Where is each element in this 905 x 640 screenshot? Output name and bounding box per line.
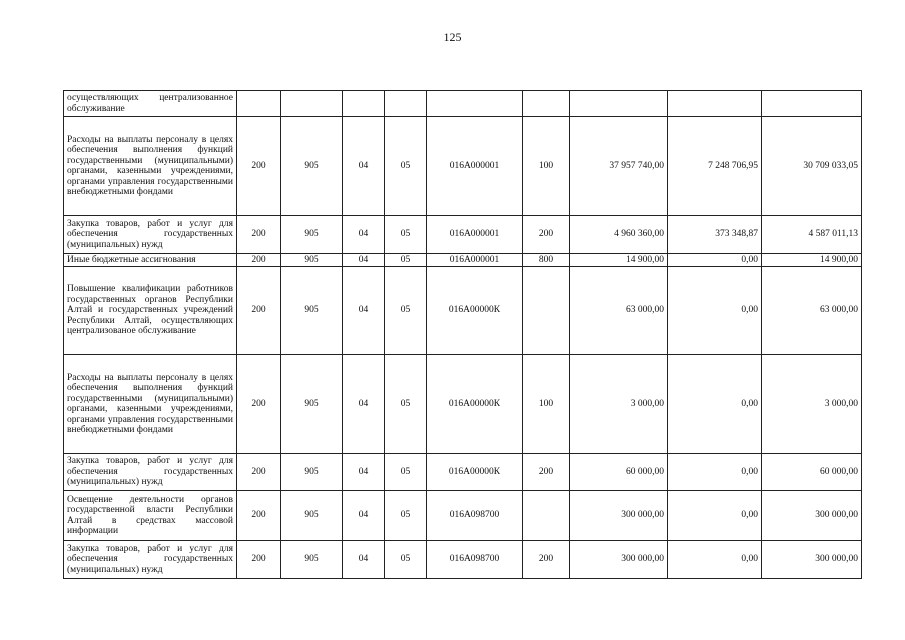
- amount-cell: 300 000,00: [762, 491, 862, 541]
- code-cell: 016А000001: [427, 254, 523, 267]
- code-cell: [523, 491, 570, 541]
- code-cell: [427, 91, 523, 117]
- code-cell: 04: [343, 355, 385, 454]
- row-name: Закупка товаров, работ и услуг для обеспечения государственных (муниципальных) нужд: [64, 454, 237, 491]
- code-cell: 200: [237, 541, 281, 579]
- code-cell: 04: [343, 454, 385, 491]
- row-name: Иные бюджетные ассигнования: [64, 254, 237, 267]
- code-cell: 05: [385, 117, 427, 216]
- amount-cell: 30 709 033,05: [762, 117, 862, 216]
- row-name: осуществляющих централизованное обслуживание: [64, 91, 237, 117]
- amount-cell: [668, 91, 762, 117]
- amount-cell: 0,00: [668, 541, 762, 579]
- code-cell: [281, 91, 343, 117]
- code-cell: 200: [237, 454, 281, 491]
- code-cell: 200: [237, 254, 281, 267]
- budget-table: [63, 90, 862, 579]
- code-cell: [343, 91, 385, 117]
- code-cell: 905: [281, 216, 343, 254]
- amount-cell: 0,00: [668, 454, 762, 491]
- code-cell: 200: [237, 267, 281, 355]
- amount-cell: 3 000,00: [570, 355, 668, 454]
- code-cell: 016А098700: [427, 541, 523, 579]
- code-cell: 016А00000К: [427, 355, 523, 454]
- table-row: [64, 355, 862, 454]
- code-cell: 04: [343, 117, 385, 216]
- amount-cell: 60 000,00: [570, 454, 668, 491]
- amount-cell: 300 000,00: [762, 541, 862, 579]
- code-cell: [523, 267, 570, 355]
- table-row: [64, 216, 862, 254]
- code-cell: 905: [281, 355, 343, 454]
- row-name: Повышение квалификации работников государственных органов Республики Алтай и государственных учреждений Республики Алтай, осуществляющих централизованое обслуживание: [64, 267, 237, 355]
- amount-cell: 37 957 740,00: [570, 117, 668, 216]
- code-cell: 04: [343, 216, 385, 254]
- code-cell: 200: [523, 454, 570, 491]
- amount-cell: 63 000,00: [570, 267, 668, 355]
- code-cell: 100: [523, 355, 570, 454]
- amount-cell: 0,00: [668, 254, 762, 267]
- row-name: Расходы на выплаты персоналу в целях обеспечения выполнения функций государственными (муниципальными) органами, казенными учреждениями, органами управления государственными внебюджетными фондами: [64, 355, 237, 454]
- code-cell: 04: [343, 491, 385, 541]
- code-cell: 800: [523, 254, 570, 267]
- code-cell: 04: [343, 267, 385, 355]
- code-cell: 05: [385, 267, 427, 355]
- table-row: [64, 91, 862, 117]
- amount-cell: 373 348,87: [668, 216, 762, 254]
- code-cell: 905: [281, 454, 343, 491]
- row-name: Освещение деятельности органов государственной власти Республики Алтай в средствах массовой информации: [64, 491, 237, 541]
- amount-cell: 300 000,00: [570, 541, 668, 579]
- code-cell: 04: [343, 541, 385, 579]
- code-cell: 200: [237, 491, 281, 541]
- code-cell: 905: [281, 491, 343, 541]
- row-name: Закупка товаров, работ и услуг для обеспечения государственных (муниципальных) нужд: [64, 541, 237, 579]
- amount-cell: 4 587 011,13: [762, 216, 862, 254]
- amount-cell: 14 900,00: [570, 254, 668, 267]
- table-row: [64, 117, 862, 216]
- code-cell: 200: [237, 216, 281, 254]
- code-cell: 016А000001: [427, 117, 523, 216]
- row-name: Расходы на выплаты персоналу в целях обеспечения выполнения функций государственными (муниципальными) органами, казенными учреждениями, органами управления государственными внебюджетными фондами: [64, 117, 237, 216]
- table-row: [64, 254, 862, 267]
- amount-cell: 0,00: [668, 491, 762, 541]
- table-row: [64, 491, 862, 541]
- code-cell: 100: [523, 117, 570, 216]
- amount-cell: 3 000,00: [762, 355, 862, 454]
- code-cell: 905: [281, 254, 343, 267]
- amount-cell: 4 960 360,00: [570, 216, 668, 254]
- amount-cell: 0,00: [668, 267, 762, 355]
- code-cell: 200: [523, 541, 570, 579]
- code-cell: 016А098700: [427, 491, 523, 541]
- amount-cell: [762, 91, 862, 117]
- code-cell: 200: [523, 216, 570, 254]
- amount-cell: 0,00: [668, 355, 762, 454]
- code-cell: 05: [385, 254, 427, 267]
- row-name: Закупка товаров, работ и услуг для обеспечения государственных (муниципальных) нужд: [64, 216, 237, 254]
- amount-cell: 7 248 706,95: [668, 117, 762, 216]
- code-cell: [237, 91, 281, 117]
- code-cell: 016А000001: [427, 216, 523, 254]
- code-cell: 016А00000К: [427, 267, 523, 355]
- code-cell: 05: [385, 216, 427, 254]
- code-cell: 016А00000К: [427, 454, 523, 491]
- code-cell: 05: [385, 454, 427, 491]
- code-cell: [523, 91, 570, 117]
- table-row: [64, 541, 862, 579]
- code-cell: 905: [281, 541, 343, 579]
- table-row: [64, 454, 862, 491]
- code-cell: 905: [281, 267, 343, 355]
- code-cell: 05: [385, 541, 427, 579]
- page-number: 125: [443, 30, 462, 44]
- code-cell: [385, 91, 427, 117]
- code-cell: 04: [343, 254, 385, 267]
- amount-cell: 60 000,00: [762, 454, 862, 491]
- amount-cell: 63 000,00: [762, 267, 862, 355]
- amount-cell: [570, 91, 668, 117]
- code-cell: 200: [237, 355, 281, 454]
- amount-cell: 14 900,00: [762, 254, 862, 267]
- table-row: [64, 267, 862, 355]
- code-cell: 05: [385, 491, 427, 541]
- code-cell: 905: [281, 117, 343, 216]
- code-cell: 05: [385, 355, 427, 454]
- amount-cell: 300 000,00: [570, 491, 668, 541]
- code-cell: 200: [237, 117, 281, 216]
